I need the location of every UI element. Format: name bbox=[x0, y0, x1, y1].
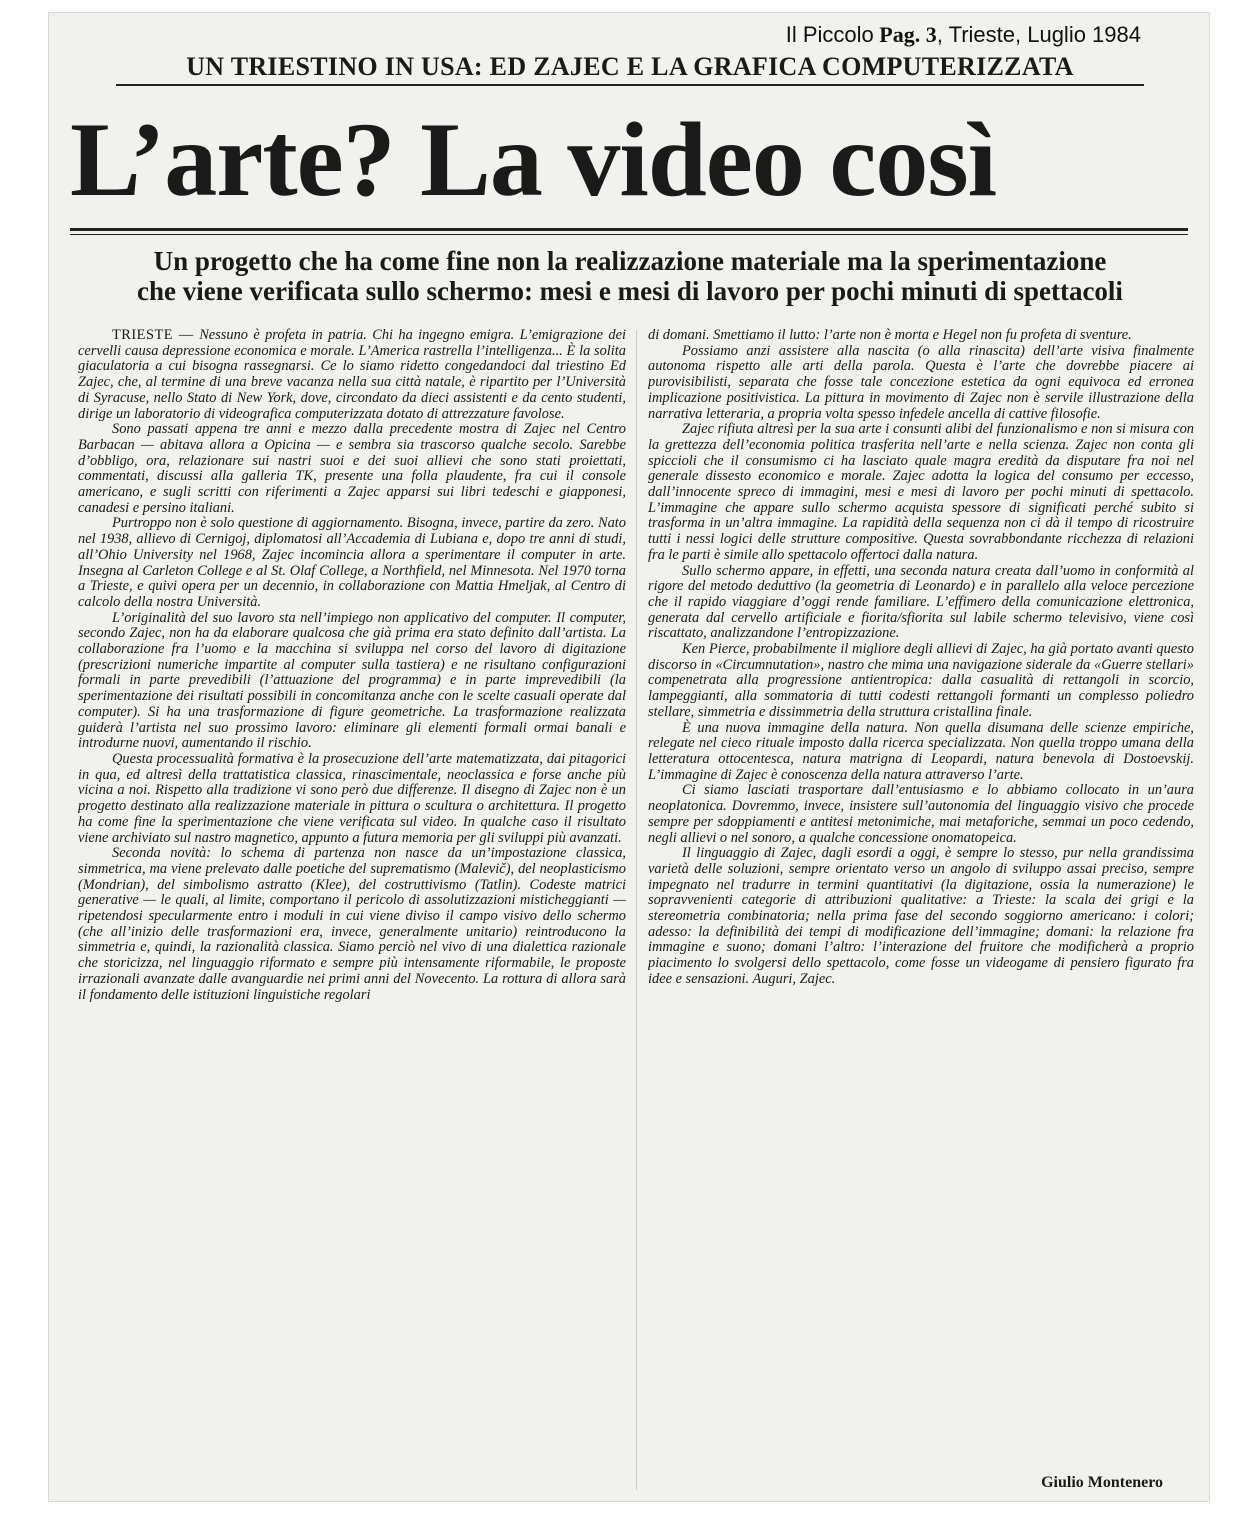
article-paragraph: Ken Pierce, probabilmente il migliore degli allievi di Zajec, ha già portato avanti questo discorso in «Circumnutation», nastro che mima una navigazione siderale da «Guerre stellari» compenetrata alla progressione antientropica: dalla casualità di rettangoli in scorcio, lampeggianti, alla sommatoria di tutti codesti rettangoli formanti un complesso poliedro stellare, simmetria e dissimmetria della struttura cristallina finale. bbox=[648, 641, 1194, 720]
paragraph-text: Nessuno è profeta in patria. Chi ha ingegno emigra. L’emigrazione dei cervelli causa depressione economica e morale. L’America rastrella l’intelligenza... È la solita giaculatoria a cui bisogna rassegnarsi. Ce lo siamo ridetto congedandoci dal triestino Ed Zajec, che, al termine di una breve vacanza nella sua città natale, è ripartito per l’Università di Syracuse, nello Stato di New York, dove, circondato da dieci assistenti e da cento studenti, dirige un laboratorio di videografica computerizzata dotato di attrezzature favolose. bbox=[78, 328, 626, 422]
article-paragraph: Zajec rifiuta altresì per la sua arte i consunti alibi del funzionalismo e non si misura con la grettezza dell’economia politica trasferita nell’arte e nella scienza. Zajec non conta gli spiccioli che il consumismo ci ha lasciato quale magra eredità da disputare fra noi nel generale dissesto economico e morale. Zajec adotta la logica del consumo per eccesso, dall’innocente spreco di immagini, mesi e mesi di lavoro per pochi minuti di spettacolo. L’immagine che appare sullo schermo acquista spessore di significati perché subito si trasforma in un’altra immagine. La rapidità della sequenza non ci dà il tempo di ricostruire tutti i nessi logici delle strutture compositive. Questa sovrabbondante ricchezza di relazioni fra le parti è simile allo spettacolo offertoci dalla natura. bbox=[648, 421, 1194, 563]
masthead bbox=[786, 22, 1141, 48]
article-paragraph bbox=[78, 328, 626, 422]
newspaper-name: Il Piccolo bbox=[785, 22, 874, 47]
subheadline-line-1: Un progetto che ha come fine non la realizzazione materiale ma la sperimentazione bbox=[153, 246, 1107, 276]
dateline: TRIESTE — bbox=[112, 328, 194, 343]
author-signature: Giulio Montenero bbox=[1041, 1474, 1163, 1491]
subheadline bbox=[74, 246, 1186, 306]
kicker: UN TRIESTINO IN USA: ED ZAJEC E LA GRAFICA COMPUTERIZZATA bbox=[116, 52, 1144, 86]
article-paragraph: Purtroppo non è solo questione di aggiornamento. Bisogna, invece, partire da zero. Nato nel 1938, allievo di Cernigoj, diplomatosi all’Accademia di Lubiana e, dopo tre anni di studi, all’Ohio University nel 1968, Zajec incomincia allora a sperimentare il computer in arte. Insegna al Carleton College e al St. Olaf College, a Northfield, nel Minnesota. Nel 1970 torna a Trieste, e quivi opera per un decennio, in collaborazione con Mattia Hmeljak, al Centro di calcolo della nostra Università. bbox=[78, 515, 626, 610]
headline: L’arte? La video così bbox=[70, 101, 997, 218]
article-column-left bbox=[78, 328, 626, 1488]
article-paragraph: Ci siamo lasciati trasportare dall’entusiasmo e lo abbiamo collocato in un’aura neoplatonica. Dovremmo, invece, insistere sull’autonomia del linguaggio visivo che procede sempre per sdoppiamenti e antitesi metonimiche, mai metaforiche, semmai un poco cedendo, negli allievi o nel sonoro, a qualche concessione onomatopeica. bbox=[648, 782, 1194, 846]
headline-rule bbox=[70, 228, 1188, 231]
subheadline-line-2: che viene verificata sullo schermo: mesi e mesi di lavoro per pochi minuti di spettacoli bbox=[137, 276, 1123, 306]
date-location: , Trieste, Luglio 1984 bbox=[936, 22, 1141, 47]
article-paragraph: È una nuova immagine della natura. Non quella disumana delle scienze empiriche, relegate nel cieco rituale imposto dalla ricerca specializzata. Non quella troppo umana della letteratura ottocentesca, natura matrigna di Leopardi, natura benevola di Dostoevskij. L’immagine di Zajec è conoscenza della natura attraverso l’arte. bbox=[648, 719, 1194, 783]
article-paragraph: Sono passati appena tre anni e mezzo dalla precedente mostra di Zajec nel Centro Barbacan — abitava allora a Opicina — e sembra sia trascorso qualche secolo. Sarebbe d’obbligo, ora, relazionare sui nastri suoi e dei suoi allievi che sono stati proiettati, commentati, discussi alla galleria TK, presente una folla plaudente, fra cui il console americano, e sugli scritti con riferimenti a Zajec apparsi sui libri tedeschi e giapponesi, canadesi e persino italiani. bbox=[78, 421, 626, 516]
article-paragraph: Il linguaggio di Zajec, dagli esordi a oggi, è sempre lo stesso, pur nella grandissima varietà delle soluzioni, sempre orientato verso un angolo di sviluppo assai preciso, sempre impegnato nel tradurre in termini quantitativi (la digitazione, ossia la numerazione) le sopravvenienti categorie di attribuzioni qualitative: a Trieste: la scala dei grigi e la stereometria combinatoria; nella prima fase del secondo soggiorno americano: i colori; adesso: la definibilità dei tempi di modificazione dell’immagine; domani: la relazione fra immagine e suono; domani l’altro: l’interazione del fruitore che modificherà a proprio piacimento lo svolgersi dello spettacolo, come fosse un videogame di pensiero figurato fra idee e sensazioni. Auguri, Zajec. bbox=[648, 845, 1194, 987]
article-paragraph: Seconda novità: lo schema di partenza non nasce da un’impostazione classica, simmetrica, ma viene prelevato dalle poetiche del suprematismo (Malevič), del neoplasticismo (Mondrian), del simbolismo astratto (Klee), del costruttivismo (Tatlin). Codeste matrici generative — le quali, al limite, comportano il pericolo di assolutizzazioni misticheggianti — ripetendosi specularmente entro i moduli in cui viene diviso il campo visivo dello schermo (che all’inizio delle trasformazioni era, invece, generalmente unitario) reintroducono la simmetria e, quindi, la razionalità classica. Siamo perciò nel vivo di una dialettica razionale che storicizza, nel linguaggio riformato e sempre più intensamente riformabile, le proposte irrazionali avanzate dalle avanguardie nei primi anni del Novecento. La rottura di allora sarà il fondamento delle istituzioni linguistiche regolari bbox=[78, 845, 626, 1003]
page-number: Pag. 3 bbox=[879, 22, 937, 47]
column-divider bbox=[636, 330, 637, 1490]
article-paragraph: Questa processualità formativa è la prosecuzione dell’arte matematizzata, dai pitagorici in qua, ed altresì della trattatistica classica, rinascimentale, neoclassica e forse anche più vicina a noi. Rispetto alla tradizione vi sono però due differenze. Il disegno di Zajec non è un progetto destinato alla realizzazione materiale in pittura o scultura o architettura. Il progetto ha come fine la sperimentazione che viene verificata sul video. In qualche caso il risultato viene archiviato sul nastro magnetico, appunto a futura memoria per gli sviluppi più avanzati. bbox=[78, 750, 626, 846]
article-paragraph: di domani. Smettiamo il lutto: l’arte non è morta e Hegel non fu profeta di sventure. bbox=[648, 328, 1132, 343]
article-paragraph: Possiamo anzi assistere alla nascita (o alla rinascita) dell’arte visiva finalmente autonoma rispetto alle arti della parola. Questa è l’arte che dovrebbe piacere ai purovisibilisti, separata che fosse tale concezione estetica da ogni equivoca ed erronea implicazione positivistica. La pittura in movimento di Zajec non è servile illustrazione della narrativa letteraria, a propria volta spesso infedele ancella di cattive filosofie. bbox=[648, 342, 1194, 422]
article-paragraph: L’originalità del suo lavoro sta nell’impiego non applicativo del computer. Il computer, secondo Zajec, non ha da elaborare qualcosa che già prima era stato definito dall’artista. La collaborazione fra l’uomo e la macchina si sviluppa nel corso del lavoro di digitazione (prescrizioni numeriche impartite al computer sulla tastiera) e ne risultano configurazioni formali in parte prevedibili (l’attuazione del programma) e in parte imprevedibili (la sperimentazione dei risultati possibili in concomitanza anche con le scelte casuali operate dal computer). Si ha una trasformazione di figure geometriche. La trasformazione realizzata guiderà l’artista nel suo prossimo lavoro: eliminare gli elementi formali ormai banali e introdurne nuovi, aumentando il rischio. bbox=[78, 609, 626, 752]
article-paragraph: Sullo schermo appare, in effetti, una seconda natura creata dall’uomo in conformità al rigore del metodo deduttivo (la geometria di Leonardo) e in parallelo alla veloce percezione che il rapido viaggiare d’oggi rende familiare. L’effimero della comunicazione elettronica, generata dal cervello artificiale e fiorita/sfiorita sul labile schermo televisivo, viene così riscattato, analizzandone l’entropizzazione. bbox=[648, 562, 1194, 642]
headline-rule-thin bbox=[70, 234, 1188, 235]
article-column-right bbox=[648, 328, 1194, 1488]
